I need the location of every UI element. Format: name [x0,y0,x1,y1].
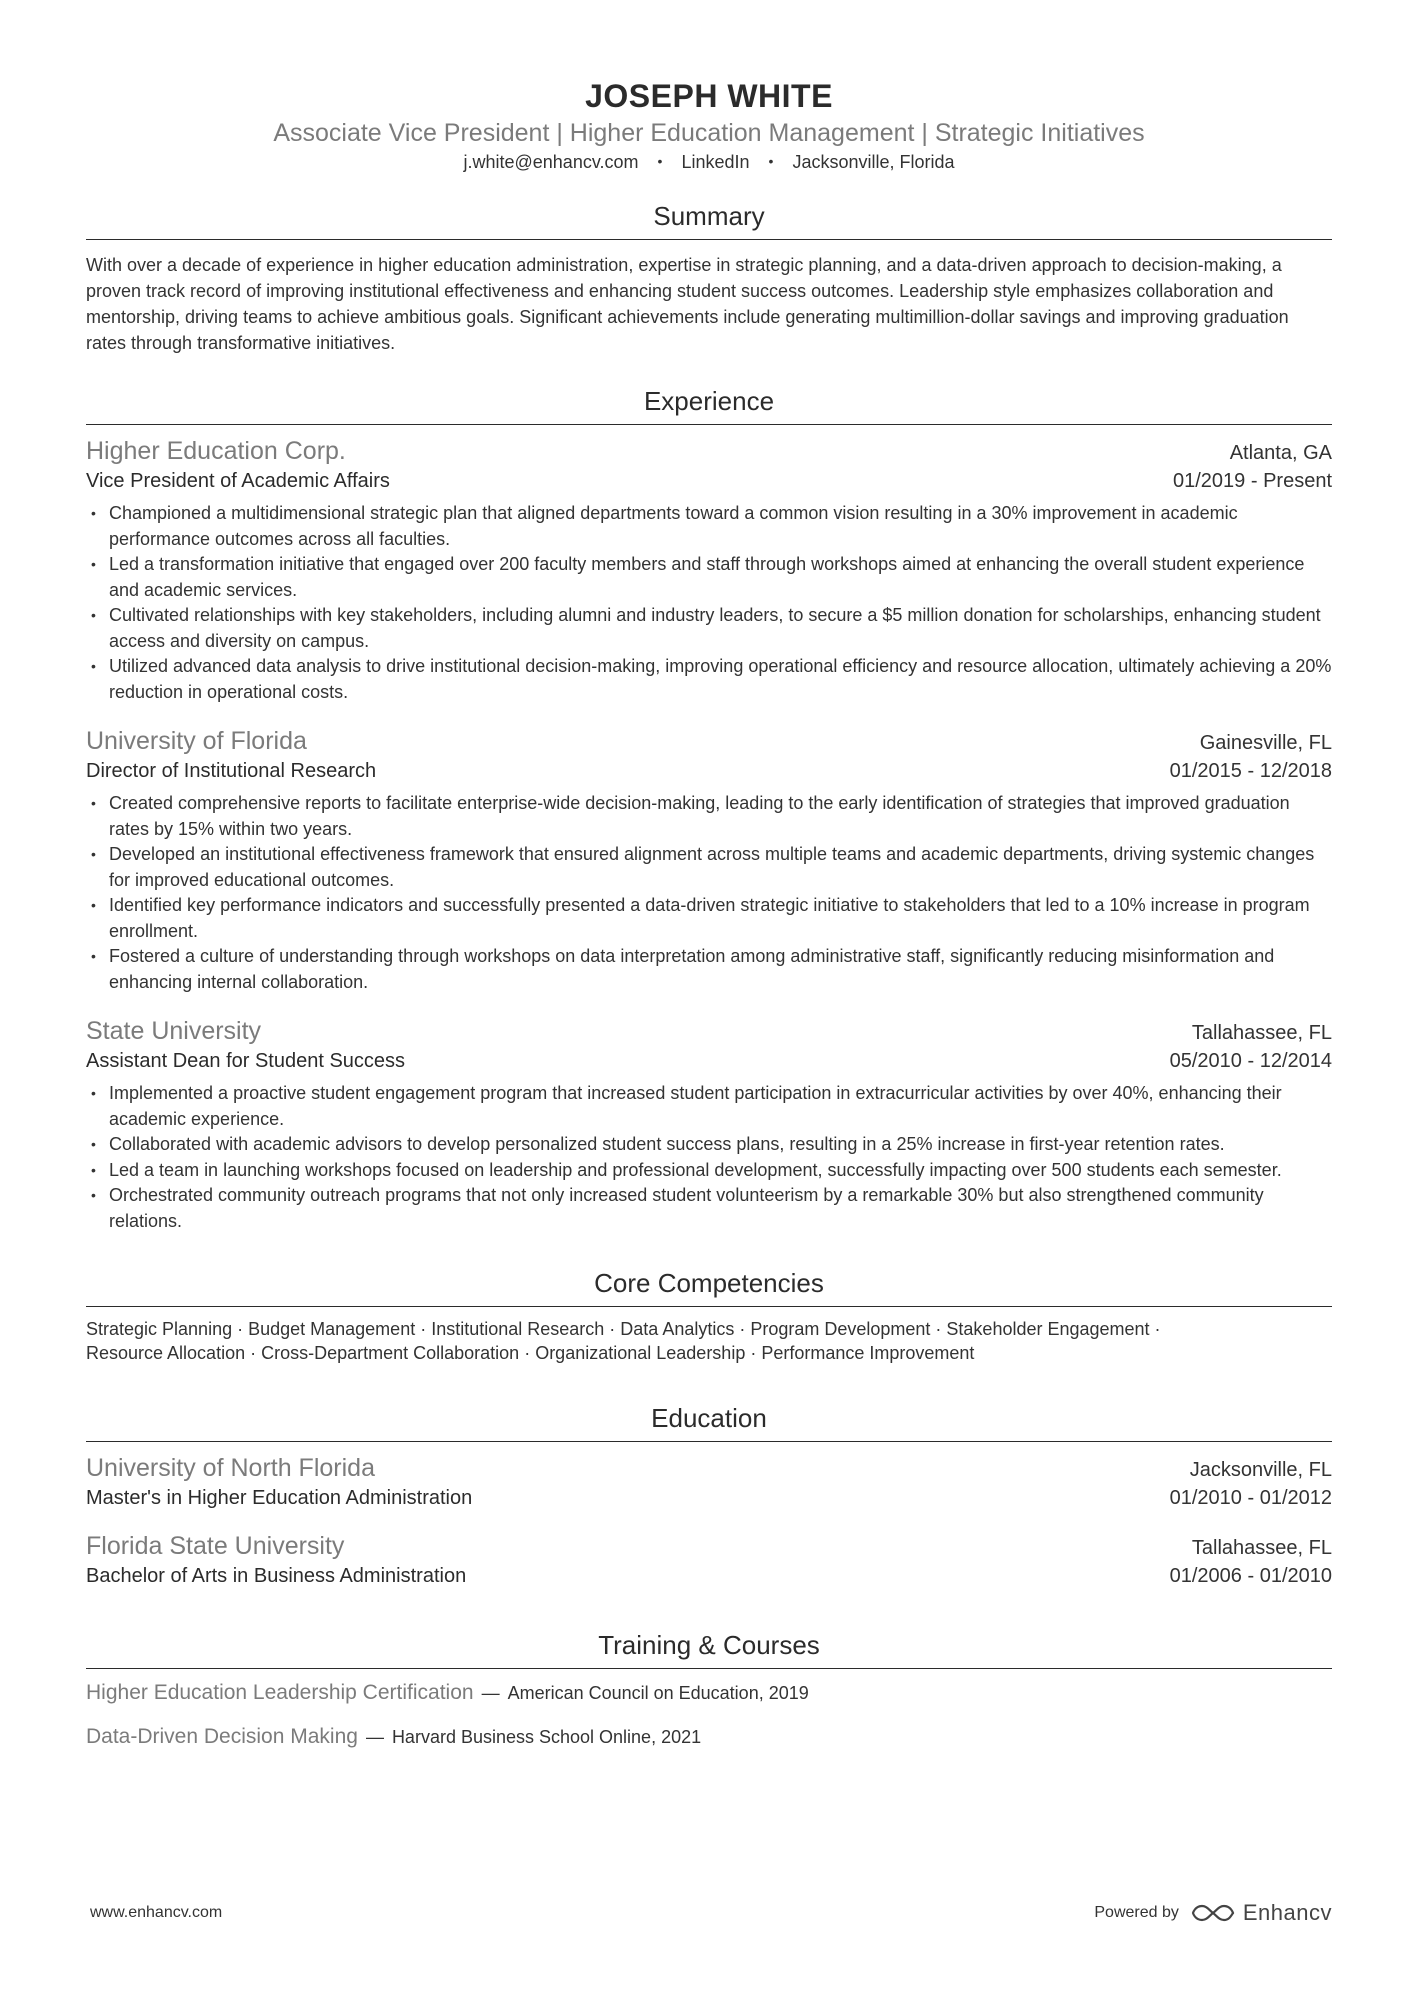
list-item: • Created comprehensive reports to facilitate enterprise-wide decision-making, leading to the early identification of strategies that improved graduation rates by 15% within two years. [91,793,1290,839]
powered-by-label: Powered by [1094,1904,1179,1921]
page-footer [90,1900,1332,1926]
course-dash: — [365,1727,384,1747]
job-bullets [86,1081,1332,1234]
company-name: State University [86,1017,262,1045]
resume-page [86,0,1332,1749]
education-entry [86,1530,1332,1590]
section-title-competencies: Core Competencies [86,1268,1332,1307]
list-item: • Cultivated relationships with key stakeholders, including alumni and industry leaders, to secure a $5 million donation for scholarships, enhancing student access and diversity on campus. [91,605,1321,651]
competencies-line: Strategic Planning · Budget Management · Institutional Research · Data Analytics · Program Development · Stakeholder Engagement · [86,1319,1161,1339]
course-provider: American Council on Education, 2019 [507,1683,809,1703]
summary-section [86,201,1332,356]
competencies-line: Resource Allocation · Cross-Department Collaboration · Organizational Leadership · Performance Improvement [86,1343,975,1363]
summary-text: With over a decade of experience in higher education administration, expertise in strategic planning, and a data-driven approach to decision-making, a proven track record of improving institutional effectiveness and enhancing student success outcomes. Leadership style emphasizes collaboration and mentorship, driving teams to achieve ambitious goals. Significant achievements include generating multimillion-dollar savings and improving graduation rates through transformative initiatives. [86,255,1289,353]
list-item: • Fostered a culture of understanding through workshops on data interpretation among administrative staff, significantly reducing misinformation and enhancing internal collaboration. [91,946,1275,992]
education-dates: 01/2006 - 01/2010 [1169,1565,1332,1587]
training-section [86,1630,1332,1749]
course-entry [86,1725,1332,1749]
course-name: Higher Education Leadership Certification [86,1681,474,1704]
job-title: Assistant Dean for Student Success [86,1050,406,1072]
job-dates: 01/2019 - Present [1173,470,1332,492]
candidate-headline: Associate Vice President | Higher Education Management | Strategic Initiatives [273,119,1145,147]
bullet-separator: • [768,153,774,169]
education-dates: 01/2010 - 01/2012 [1169,1487,1332,1509]
course-provider: Harvard Business School Online, 2021 [391,1727,702,1747]
section-title-experience: Experience [86,386,1332,425]
enhancv-logo-icon [1191,1902,1235,1924]
school-name: Florida State University [86,1532,345,1560]
school-name: University of North Florida [86,1454,375,1482]
section-title-training: Training & Courses [86,1630,1332,1669]
section-title-summary: Summary [86,201,1332,240]
resume-header [86,0,1332,173]
list-item: • Championed a multidimensional strategic plan that aligned departments toward a common vision resulting in a 30% improvement in academic performance outcomes across all faculties. [91,503,1238,549]
experience-section [86,386,1332,1234]
candidate-name: JOSEPH WHITE [585,78,833,114]
list-item: • Utilized advanced data analysis to drive institutional decision-making, improving operational efficiency and resource allocation, ultimately achieving a 20% reduction in operational costs. [91,656,1332,702]
section-title-education: Education [86,1403,1332,1442]
list-item: • Led a transformation initiative that engaged over 200 faculty members and staff through workshops aimed at enhancing the overall student experience and academic services. [91,554,1305,600]
education-section [86,1403,1332,1590]
job-bullets [86,791,1332,995]
education-entry [86,1452,1332,1512]
job-entry [86,1015,1332,1234]
powered-by [1094,1900,1332,1926]
company-name: University of Florida [86,727,307,755]
competencies-text [86,1317,1332,1365]
degree-title: Master's in Higher Education Administration [86,1487,473,1509]
enhancv-logo[interactable] [1191,1900,1332,1926]
job-location: Atlanta, GA [1229,442,1332,464]
list-item: • Led a team in launching workshops focused on leadership and professional development, successfully impacting over 500 students each semester. [91,1159,1282,1180]
course-dash: — [481,1683,500,1703]
list-item: • Collaborated with academic advisors to develop personalized student success plans, resulting in a 25% increase in first-year retention rates. [91,1134,1225,1154]
enhancv-logo-text: Enhancv [1242,1900,1332,1925]
competencies-section [86,1268,1332,1365]
list-item: • Developed an institutional effectiveness framework that ensured alignment across multiple teams and academic departments, driving systemic changes for improved educational outcomes. [91,844,1315,890]
school-location: Tallahassee, FL [1191,1537,1332,1559]
degree-title: Bachelor of Arts in Business Administration [86,1565,467,1587]
job-entry [86,725,1332,995]
job-bullets [86,501,1332,705]
footer-url-link[interactable]: www.enhancv.com [90,1904,223,1921]
job-entry [86,435,1332,705]
contact-line [86,150,1332,173]
job-location: Tallahassee, FL [1191,1022,1332,1044]
list-item: • Implemented a proactive student engagement program that increased student participation in extracurricular activities by over 40%, enhancing their academic experience. [91,1083,1282,1129]
bullet-separator: • [657,153,663,169]
company-name: Higher Education Corp. [86,437,346,465]
job-dates: 01/2015 - 12/2018 [1169,760,1332,782]
course-entry [86,1681,1332,1705]
list-item: • Orchestrated community outreach programs that not only increased student volunteerism by a remarkable 30% but also strengthened community relations. [91,1185,1264,1231]
job-title: Director of Institutional Research [86,760,377,782]
location-text: Jacksonville, Florida [792,152,955,172]
linkedin-link[interactable]: LinkedIn [681,152,750,172]
job-location: Gainesville, FL [1199,732,1332,754]
course-name: Data-Driven Decision Making [86,1725,358,1748]
school-location: Jacksonville, FL [1189,1459,1332,1481]
job-dates: 05/2010 - 12/2014 [1169,1050,1332,1072]
list-item: • Identified key performance indicators and successfully presented a data-driven strategic initiative to stakeholders that led to a 10% increase in program enrollment. [91,895,1310,941]
email-link[interactable]: j.white@enhancv.com [463,152,639,172]
job-title: Vice President of Academic Affairs [86,470,390,492]
